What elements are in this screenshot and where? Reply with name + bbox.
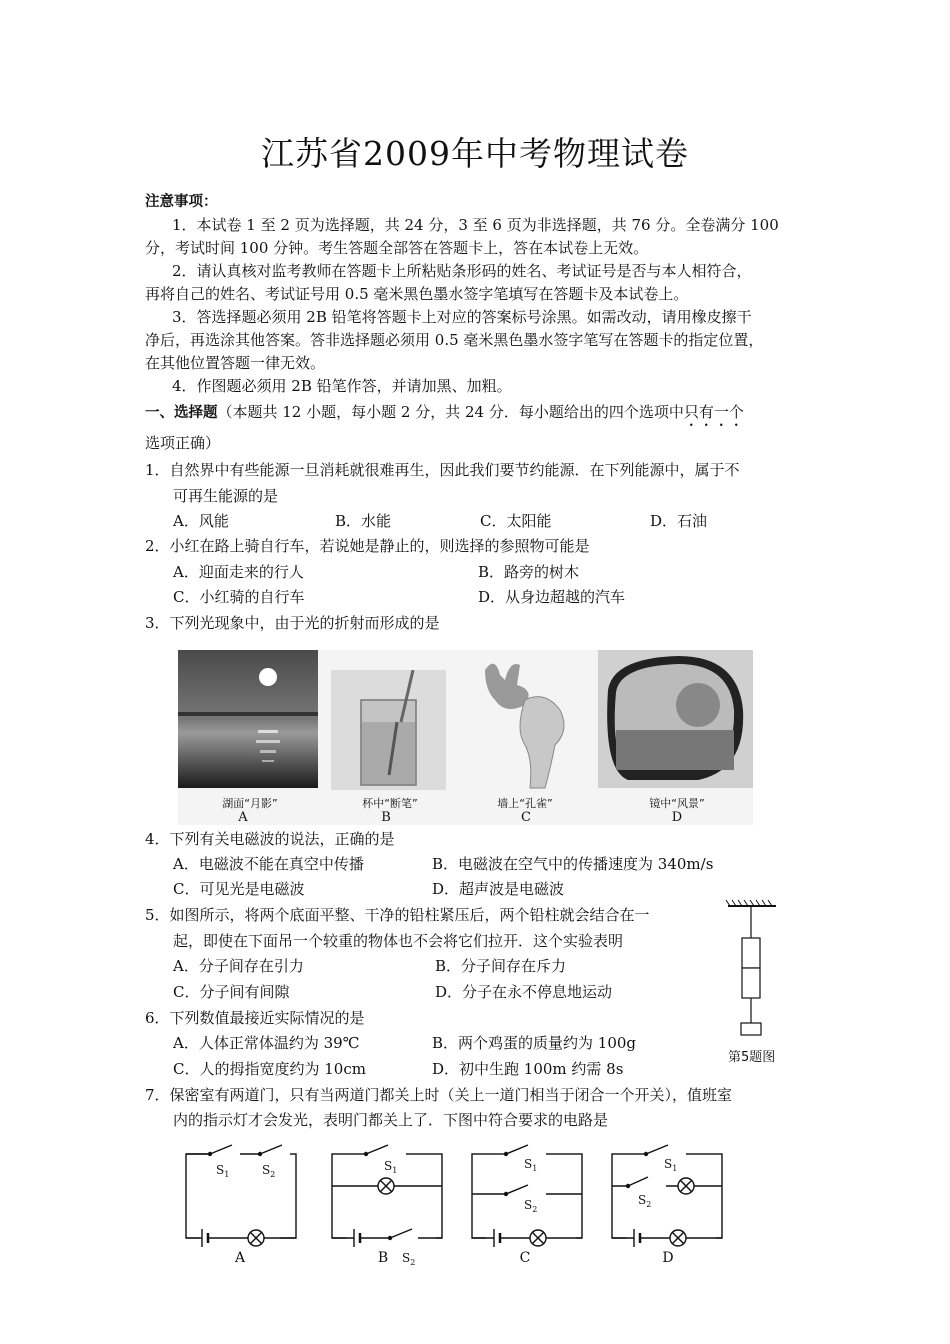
moon-reflection-photo: [178, 650, 318, 788]
notice-line: 4．作图题必须用 2B 铅笔作答，并请加黑、加粗。: [172, 377, 512, 395]
glass-pencil-photo: [331, 670, 446, 790]
q3-letter-b: B: [381, 810, 391, 825]
page-title: 江苏省2009年中考物理试卷: [261, 134, 689, 173]
q5-option-d: D．分子在永不停息地运动: [435, 983, 613, 1001]
q3-letter-a: A: [238, 810, 248, 825]
q2-option-a: A．迎面走来的行人: [173, 563, 304, 581]
q7-stem: 7．保密室有两道门，只有当两道门都关上时（关上一道门相当于闭合一个开关），值班室: [145, 1086, 733, 1104]
q2-option-c: C．小红骑的自行车: [173, 588, 305, 606]
q3-letter-d: D: [671, 810, 683, 825]
section-heading-line: [145, 402, 744, 430]
q5-option-c: C．分子间有间隙: [173, 983, 290, 1001]
q1-stem-cont: 可再生能源的是: [173, 487, 279, 505]
q6-option-d: D．初中生跑 100m 约需 8s: [432, 1060, 624, 1078]
switch-label-s2: $S_2$: [402, 1251, 416, 1267]
q3-caption-c: 墙上“孔雀”: [497, 797, 553, 810]
q1-option-b: B．水能: [335, 512, 392, 530]
q2-stem: 2．小红在路上骑自行车，若说她是静止的，则选择的参照物可能是: [145, 537, 590, 555]
q6-option-c: C．人的拇指宽度约为 10cm: [173, 1060, 366, 1078]
section-emphasis: 只有一个: [683, 403, 744, 421]
q3-letter-c: C: [521, 810, 531, 825]
q4-option-b: B．电磁波在空气中的传播速度为 340m/s: [432, 855, 714, 873]
q4-stem: 4．下列有关电磁波的说法，正确的是: [145, 830, 395, 848]
hand-shadow-photo: [465, 650, 585, 790]
car-mirror-photo: [598, 650, 753, 788]
notice-line: 2．请认真核对监考教师在答题卡上所粘贴条形码的姓名、考试证号是否与本人相符合，: [172, 262, 752, 280]
switch-label-s1: $S_1$: [524, 1157, 538, 1173]
switch-label-s1: $S_1$: [664, 1157, 678, 1173]
q5-option-b: B．分子间存在斥力: [435, 957, 567, 975]
q5-stem: 5．如图所示，将两个底面平整、干净的铅柱紧压后，两个铅柱就会结合在一: [145, 906, 650, 924]
q3-caption-b: 杯中“断笔”: [362, 797, 418, 810]
notice-line: 1．本试卷 1 至 2 页为选择题，共 24 分，3 至 6 页为非选择题，共 76 分。全卷满分 100: [172, 216, 779, 234]
q1-option-a: A．风能: [173, 512, 229, 530]
lead-cylinder-figure: [720, 898, 785, 1043]
q7-letter-b: B: [377, 1250, 389, 1266]
q1-option-d: D．石油: [650, 512, 708, 530]
q6-stem: 6．下列数值最接近实际情况的是: [145, 1009, 365, 1027]
q7-letter-d: D: [662, 1250, 674, 1266]
switch-label-s2: $S_2$: [524, 1198, 538, 1214]
q3-stem: 3．下列光现象中，由于光的折射而形成的是: [145, 614, 440, 632]
q6-option-a: A．人体正常体温约为 39℃: [173, 1034, 360, 1052]
q4-option-a: A．电磁波不能在真空中传播: [173, 855, 364, 873]
q3-caption-a: 湖面“月影”: [222, 797, 278, 810]
section-desc: （本题共 12 小题，每小题 2 分，共 24 分．每小题给出的四个选项中: [217, 403, 684, 421]
notice-heading: 注意事项：: [145, 194, 218, 210]
q7-letter-c: C: [519, 1250, 531, 1266]
q5-option-a: A．分子间存在引力: [173, 957, 304, 975]
q4-option-d: D．超声波是电磁波: [432, 880, 565, 898]
section-desc-2: 选项正确）: [145, 434, 221, 452]
q5-stem-cont: 起，即使在下面吊一个较重的物体也不会将它们拉开．这个实验表明: [173, 932, 624, 950]
notice-line: 3．答选择题必须用 2B 铅笔将答题卡上对应的答案标号涂黑。如需改动，请用橡皮擦干: [172, 308, 752, 326]
q7-stem-cont: 内的指示灯才会发光，表明门都关上了．下图中符合要求的电路是: [173, 1111, 609, 1129]
q2-option-b: B．路旁的树木: [478, 563, 580, 581]
notice-line: 在其他位置答题一律无效。: [145, 354, 326, 372]
q1-stem: 1．自然界中有些能源一旦消耗就很难再生，因此我们要节约能源．在下列能源中，属于不: [145, 461, 740, 479]
q1-option-c: C．太阳能: [480, 512, 552, 530]
q7-circuits: [180, 1140, 725, 1270]
q6-option-b: B．两个鸡蛋的质量约为 100g: [432, 1034, 637, 1052]
notice-line: 分，考试时间 100 分钟。考生答题全部答在答题卡上，答在本试卷上无效。: [145, 239, 649, 257]
notice-line: 再将自己的姓名、考试证号用 0.5 毫米黑色墨水签字笔填写在答题卡及本试卷上。: [145, 285, 689, 303]
q2-option-d: D．从身边超越的汽车: [478, 588, 626, 606]
notice-line: 净后，再选涂其他答案。答非选择题必须用 0.5 毫米黑色墨水签字笔写在答题卡的指定位置，: [145, 331, 764, 349]
section-heading: 一、选择题: [145, 405, 218, 421]
circuit-a: [186, 1145, 296, 1247]
q5-figure-label: 第5题图: [728, 1050, 776, 1065]
switch-label-s1: $S_1$: [384, 1159, 398, 1175]
switch-label-s2: $S_2$: [638, 1193, 652, 1209]
q3-caption-d: 镜中“风景”: [649, 797, 705, 810]
q4-option-c: C．可见光是电磁波: [173, 880, 305, 898]
q7-letter-a: A: [234, 1250, 246, 1266]
switch-label-s1: $S_1$: [216, 1163, 230, 1179]
switch-label-s2: $S_2$: [262, 1163, 276, 1179]
